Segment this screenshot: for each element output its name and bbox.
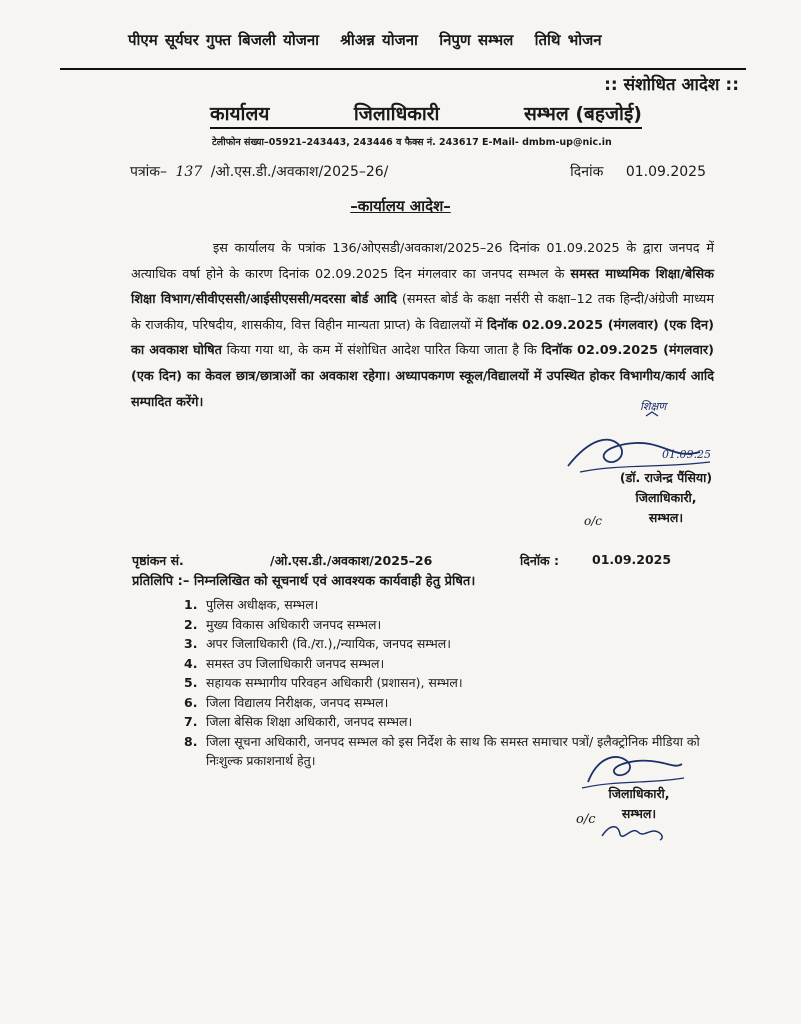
office-word: सम्भल (बहजोई) [523, 103, 642, 125]
list-item-number: 6. [184, 694, 198, 710]
body-bold-part: समस्त माध्यमिक शिक्षा/बेसिक शिक्षा विभाग/सीवीएससी/आईसीएससी/मदरसा बोर्ड आदि [131, 266, 714, 308]
reference-number [130, 162, 388, 181]
body-text-part: किया गया था, के कम में संशोधित आदेश पारित किया जाता है कि [221, 343, 542, 359]
copy-to-line: प्रतिलिपि :– निम्नलिखित को सूचनार्थ एवं आवश्यक कार्यवाही हेतु प्रेषित। [132, 574, 476, 589]
list-item-text: अपर जिलाधिकारी (वि./रा.),/न्यायिक, जनपद सम्भल। [206, 636, 452, 651]
endorsement-date: 01.09.2025 [592, 552, 672, 567]
list-item-number: 4. [184, 655, 198, 671]
list-item-text: सहायक सम्भागीय परिवहन अधिकारी (प्रशासन), सम्भल। [206, 675, 463, 690]
signatory-designation: जिलाधिकारी, [608, 786, 670, 801]
body-bold-part: दिनॉक 02.09.2025 (मंगलवार) (एक दिन) का अवकाश घोषित [131, 317, 714, 359]
list-item-number: 3. [184, 636, 198, 651]
list-item-text: जिला सूचना अधिकारी, जनपद सम्भल को इस निर्देश के साथ कि समस्त समाचार पत्रों/ इलैक्ट्रोनिक मीडिया को निःशुल्क प्रकाशनार्थ हेतु। [206, 733, 700, 768]
oc-mark-2: o/c [576, 812, 596, 827]
date-value: 01.09.2025 [625, 164, 706, 180]
initials-scribble [598, 820, 668, 844]
signatory-name: (डॉ. राजेन्द्र पैंसिया) [619, 470, 713, 485]
insertion-word: शिक्षण [640, 400, 667, 413]
signature-date: 01.09.25 [662, 448, 711, 461]
signatory-place: सम्भल। [621, 806, 657, 821]
list-item-number: 5. [184, 675, 198, 690]
handwritten-insertion [640, 396, 690, 418]
reference-handwritten-number: 137 [175, 164, 203, 180]
list-item [184, 654, 714, 674]
list-item [184, 712, 714, 732]
scheme-banner [128, 30, 688, 50]
reference-date [570, 162, 706, 181]
body-text-part: इस कार्यालय के पत्रांक 136/ओएसडी/अवकाश/2025–26 दिनांक 01.09.2025 के द्वारा जनपद में अत्याधिक वर्षा होने के कारण दिनांक 02.09.2025 दिन मंगलवार का जनपद सम्भल के [131, 241, 714, 282]
list-item-number: 7. [184, 714, 198, 729]
endorsement-ref: /ओ.एस.डी./अवकाश/2025–26 [270, 553, 433, 568]
list-item-number: 1. [184, 597, 198, 612]
scheme-item: श्रीअन्न योजना [340, 31, 418, 49]
recipient-list [184, 595, 714, 771]
list-item-text: मुख्य विकास अधिकारी जनपद सम्भल। [206, 616, 382, 632]
list-item [184, 595, 714, 615]
scheme-item: तिथि भोजन [534, 31, 602, 49]
order-body [131, 236, 714, 415]
list-item-text: जिला विद्यालय निरीक्षक, जनपद सम्भल। [206, 694, 389, 710]
list-item [184, 693, 714, 713]
office-heading [210, 100, 642, 129]
body-text-part: (समस्त बोर्ड के कक्षा नर्सरी से कक्षा–12 तक हिन्दी/अंग्रेजी माध्यम के राजकीय, परिषदीय, शासकीय, वित्त विहीन मान्यता प्राप्त) के विद्यालयों में [131, 292, 715, 333]
list-item-number: 8. [184, 733, 198, 749]
endorsement-label: पृष्ठांकन सं. [132, 553, 184, 568]
reference-prefix: पत्रांक– [130, 164, 168, 180]
office-word: जिलाधिकारी [353, 103, 440, 125]
list-item [184, 615, 714, 635]
order-title: –कार्यालय आदेश– [350, 197, 451, 215]
header-divider [60, 68, 746, 70]
contact-line: टेलीफोन संख्या–05921–243443, 243446 व फैक्स नं. 243617 E-Mail- dmbm-up@nic.in [212, 137, 612, 148]
signatory-1-block [596, 468, 736, 528]
list-item-text: समस्त उप जिलाधिकारी जनपद सम्भल। [206, 655, 385, 671]
body-bold-part: दिनॉक 02.09.2025 (मंगलवार) (एक दिन) का केवल छात्र/छात्राओं का अवकाश रहेगा। अध्यापकगण स्कूल/विद्यालयों में उपस्थित होकर विभागीय/कार्य आदि सम्पादित करेंगे। [131, 343, 714, 410]
office-word: कार्यालय [210, 103, 270, 125]
list-item-text: पुलिस अधीक्षक, सम्भल। [206, 597, 319, 612]
reference-rest: /ओ.एस.डी./अवकाश/2025–26/ [210, 164, 389, 180]
amended-order-label: :: संशोधित आदेश :: [604, 75, 739, 95]
oc-mark-1: o/c [584, 514, 602, 528]
signatory-place: सम्भल। [648, 510, 684, 525]
list-item-number: 2. [184, 616, 198, 632]
list-item [184, 634, 714, 654]
signatory-designation: जिलाधिकारी, [635, 490, 697, 505]
list-item [184, 673, 714, 693]
scheme-item: पीएम सूर्यघर गुफ्त बिजली योजना [128, 31, 320, 49]
endorsement-date-label: दिनॉक : [520, 553, 560, 568]
signatory-2-block [584, 784, 694, 824]
date-label: दिनांक [570, 164, 604, 180]
scheme-item: निपुण सम्भल [439, 31, 514, 49]
list-item-text: जिला बेसिक शिक्षा अधिकारी, जनपद सम्भल। [206, 714, 413, 729]
